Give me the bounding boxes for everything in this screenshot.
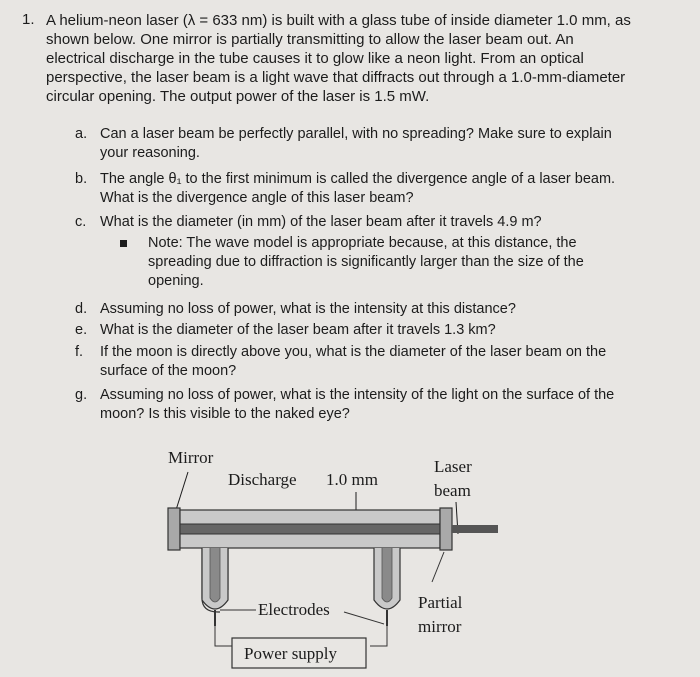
part-label: f. (75, 344, 84, 360)
laser-beam (452, 525, 498, 533)
part-line: Assuming no loss of power, what is the intensity of the light on the surface of the (100, 387, 615, 403)
part-line: What is the diameter of the laser beam after it travels 1.3 km? (100, 322, 496, 338)
part-label: g. (75, 387, 88, 403)
diameter-label: 1.0 mm (326, 470, 378, 489)
partial-pointer (432, 552, 444, 582)
part-line: moon? Is this visible to the naked eye? (100, 406, 350, 422)
electrodes-pointer-right (344, 612, 384, 624)
note-line: Note: The wave model is appropriate because, at this distance, the (148, 235, 577, 251)
part-line: What is the divergence angle of this laser beam? (100, 190, 414, 206)
partial-mirror (440, 508, 452, 550)
intro-line: shown below. One mirror is partially transmitting to allow the laser beam out. An (46, 31, 574, 48)
part-line: Assuming no loss of power, what is the intensity at this distance? (100, 301, 516, 317)
mirror-pointer (176, 472, 188, 510)
power-supply-label: Power supply (244, 644, 338, 663)
part-line: Can a laser beam be perfectly parallel, with no spreading? Make sure to explain (100, 126, 612, 142)
discharge-label: Discharge (228, 470, 297, 489)
part-line: What is the diameter (in mm) of the laser beam after it travels 4.9 m? (100, 214, 542, 230)
left-mirror (168, 508, 180, 550)
intro-line: circular opening. The output power of the laser is 1.5 mW. (46, 88, 430, 105)
beam-label: beam (434, 481, 471, 500)
part-label: d. (75, 301, 88, 317)
bullet-icon (120, 240, 127, 247)
intro-line: perspective, the laser beam is a light wave that diffracts out through a 1.0-mm-diameter (46, 69, 626, 86)
part-label: a. (75, 126, 88, 142)
electrodes-label: Electrodes (258, 600, 330, 619)
partial-mirror-label: mirror (418, 617, 462, 636)
intro-line: electrical discharge in the tube causes it to glow like a neon light. From an optical (46, 50, 584, 67)
part-line: If the moon is directly above you, what is the diameter of the laser beam on the (100, 344, 607, 360)
part-line: surface of the moon? (100, 363, 237, 379)
discharge-bore (180, 524, 440, 534)
note-line: opening. (148, 273, 204, 289)
part-label: e. (75, 322, 88, 338)
part-label: b. (75, 171, 88, 187)
part-label: c. (75, 214, 87, 230)
partial-label: Partial (418, 593, 463, 612)
part-line: The angle θ₁ to the first minimum is called the divergence angle of a laser beam. (100, 171, 616, 187)
left-wire (215, 626, 232, 646)
laser-label: Laser (434, 457, 472, 476)
right-wire (370, 626, 387, 646)
question-number: 1. (22, 11, 35, 28)
intro-line: A helium-neon laser (λ = 633 nm) is built with a glass tube of inside diameter 1.0 mm, as (46, 12, 631, 29)
note-line: spreading due to diffraction is significantly larger than the size of the (148, 254, 584, 270)
mirror-label: Mirror (168, 448, 214, 467)
question-intro (46, 11, 686, 106)
part-line: your reasoning. (100, 145, 200, 161)
laser-diagram (160, 440, 500, 677)
